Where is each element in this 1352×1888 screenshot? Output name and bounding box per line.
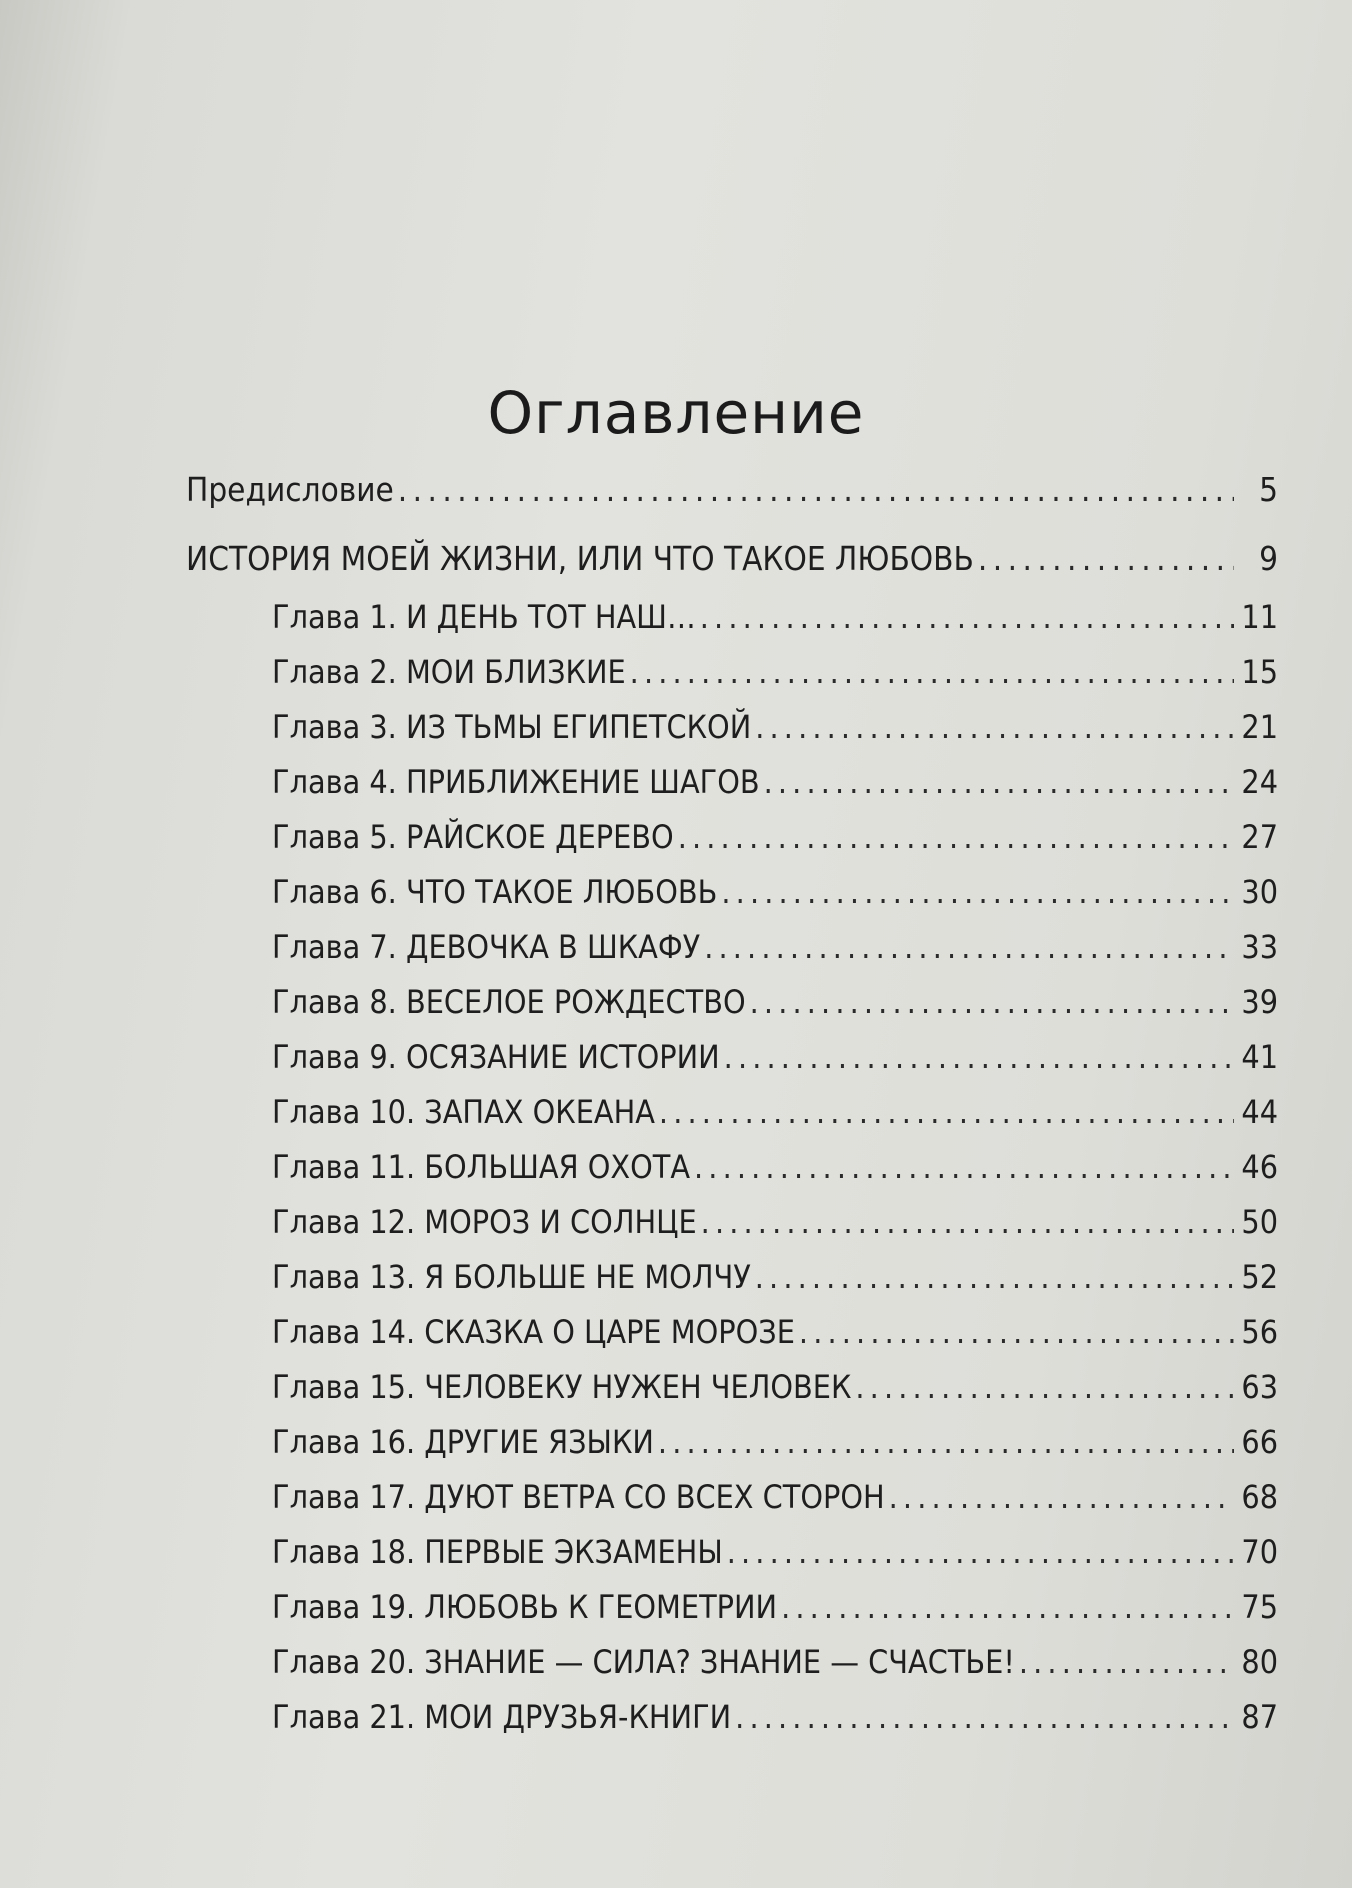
toc-entry-chapter	[186, 1360, 1278, 1415]
toc-entry-page-number: 27	[1241, 818, 1278, 856]
toc-entry-label: Глава 20. ЗНАНИЕ — СИЛА? ЗНАНИЕ — СЧАСТЬЕ!	[272, 1643, 1015, 1681]
toc-leader-dots	[755, 700, 1234, 755]
toc-leader-dots	[755, 1250, 1234, 1305]
toc-leader-dots	[721, 865, 1234, 920]
toc-entry-chapter	[186, 1305, 1278, 1360]
toc-entry-chapter	[186, 1635, 1278, 1690]
toc-entry-page-number: 87	[1241, 1698, 1278, 1736]
toc-entry-label: Глава 8. ВЕСЕЛОЕ РОЖДЕСТВО	[272, 983, 746, 1021]
toc-leader-dots	[398, 462, 1234, 517]
toc-entry-chapter	[186, 975, 1278, 1030]
toc-entry-page-number: 56	[1241, 1313, 1278, 1351]
toc-entry-label: Глава 9. ОСЯЗАНИЕ ИСТОРИИ	[272, 1038, 720, 1076]
toc-entry-chapter	[186, 1195, 1278, 1250]
toc-leader-dots	[799, 1305, 1234, 1360]
toc-leader-dots	[700, 590, 1234, 645]
toc-entry-chapter	[186, 645, 1278, 700]
toc-leader-dots	[735, 1690, 1234, 1745]
toc-entry-chapter	[186, 700, 1278, 755]
toc-entry-chapter	[186, 590, 1278, 645]
toc-entry-label: ИСТОРИЯ МОЕЙ ЖИЗНИ, ИЛИ ЧТО ТАКОЕ ЛЮБОВЬ	[186, 539, 974, 578]
toc-entry-page-number: 39	[1241, 983, 1278, 1021]
toc-leader-dots	[764, 755, 1234, 810]
toc-entry-page-number: 46	[1241, 1148, 1278, 1186]
toc-entry-page-number: 70	[1241, 1533, 1278, 1571]
toc-leader-dots	[630, 645, 1234, 700]
toc-leader-dots	[1019, 1635, 1234, 1690]
toc-entry-label: Глава 17. ДУЮТ ВЕТРА СО ВСЕХ СТОРОН	[272, 1478, 885, 1516]
toc-entry-page-number: 50	[1241, 1203, 1278, 1241]
toc-entry-section	[186, 531, 1278, 586]
toc-entry-section	[186, 462, 1278, 517]
toc-leader-dots	[781, 1580, 1234, 1635]
toc-entry-label: Глава 19. ЛЮБОВЬ К ГЕОМЕТРИИ	[272, 1588, 778, 1626]
toc-entry-label: Глава 13. Я БОЛЬШЕ НЕ МОЛЧУ	[272, 1258, 751, 1296]
toc-entry-chapter	[186, 1580, 1278, 1635]
toc-entry-label: Глава 14. СКАЗКА О ЦАРЕ МОРОЗЕ	[272, 1313, 795, 1351]
toc-entry-page-number: 33	[1241, 928, 1278, 966]
toc-entry-chapter	[186, 1030, 1278, 1085]
toc-leader-dots	[678, 810, 1234, 865]
toc-leader-dots	[694, 1140, 1234, 1195]
toc-leader-dots	[727, 1525, 1234, 1580]
toc-entry-page-number: 75	[1241, 1588, 1278, 1626]
toc-entry-chapter	[186, 810, 1278, 865]
toc-entry-label: Глава 15. ЧЕЛОВЕКУ НУЖЕН ЧЕЛОВЕК	[272, 1368, 852, 1406]
toc-leader-dots	[701, 1195, 1234, 1250]
toc-entry-label: Глава 11. БОЛЬШАЯ ОХОТА	[272, 1148, 690, 1186]
toc-entry-chapter	[186, 1415, 1278, 1470]
toc-leader-dots	[704, 920, 1234, 975]
toc-entry-page-number: 80	[1241, 1643, 1278, 1681]
toc-entry-page-number: 15	[1241, 653, 1278, 691]
toc-entry-page-number: 5	[1259, 470, 1278, 509]
table-of-contents	[186, 462, 1278, 1745]
toc-entry-chapter	[186, 865, 1278, 920]
toc-entry-page-number: 66	[1241, 1423, 1278, 1461]
toc-leader-dots	[889, 1470, 1234, 1525]
toc-entry-page-number: 11	[1241, 598, 1278, 636]
toc-entry-label: Глава 7. ДЕВОЧКА В ШКАФУ	[272, 928, 701, 966]
toc-entry-label: Глава 16. ДРУГИЕ ЯЗЫКИ	[272, 1423, 654, 1461]
toc-entry-page-number: 9	[1259, 539, 1278, 578]
toc-leader-dots	[724, 1030, 1234, 1085]
toc-leader-dots	[978, 531, 1234, 586]
toc-entry-page-number: 63	[1241, 1368, 1278, 1406]
page-title: Оглавление	[487, 378, 865, 447]
toc-entry-chapter	[186, 755, 1278, 810]
toc-entry-page-number: 52	[1241, 1258, 1278, 1296]
toc-entry-label: Глава 6. ЧТО ТАКОЕ ЛЮБОВЬ	[272, 873, 718, 911]
toc-leader-dots	[659, 1085, 1234, 1140]
toc-entry-page-number: 41	[1241, 1038, 1278, 1076]
toc-entry-chapter	[186, 1250, 1278, 1305]
toc-entry-page-number: 21	[1241, 708, 1278, 746]
toc-leader-dots	[658, 1415, 1234, 1470]
toc-entry-page-number: 24	[1241, 763, 1278, 801]
toc-leader-dots	[855, 1360, 1234, 1415]
toc-entry-chapter	[186, 1470, 1278, 1525]
toc-entry-page-number: 44	[1241, 1093, 1278, 1131]
toc-entry-label: Предисловие	[186, 470, 394, 509]
toc-entry-chapter	[186, 1140, 1278, 1195]
toc-entry-page-number: 30	[1241, 873, 1278, 911]
toc-entry-chapter	[186, 920, 1278, 975]
toc-entry-label: Глава 21. МОИ ДРУЗЬЯ-КНИГИ	[272, 1698, 732, 1736]
toc-entry-label: Глава 4. ПРИБЛИЖЕНИЕ ШАГОВ	[272, 763, 760, 801]
toc-entry-label: Глава 12. МОРОЗ И СОЛНЦЕ	[272, 1203, 697, 1241]
toc-entry-label: Глава 10. ЗАПАХ ОКЕАНА	[272, 1093, 655, 1131]
toc-entry-label: Глава 5. РАЙСКОЕ ДЕРЕВО	[272, 818, 674, 856]
toc-entry-label: Глава 1. И ДЕНЬ ТОТ НАШ…	[272, 598, 696, 636]
toc-entry-label: Глава 3. ИЗ ТЬМЫ ЕГИПЕТСКОЙ	[272, 708, 752, 746]
toc-entry-page-number: 68	[1241, 1478, 1278, 1516]
toc-entry-label: Глава 2. МОИ БЛИЗКИЕ	[272, 653, 626, 691]
toc-entry-chapter	[186, 1525, 1278, 1580]
toc-entry-chapter	[186, 1690, 1278, 1745]
toc-entry-label: Глава 18. ПЕРВЫЕ ЭКЗАМЕНЫ	[272, 1533, 723, 1571]
toc-entry-chapter	[186, 1085, 1278, 1140]
toc-leader-dots	[750, 975, 1234, 1030]
